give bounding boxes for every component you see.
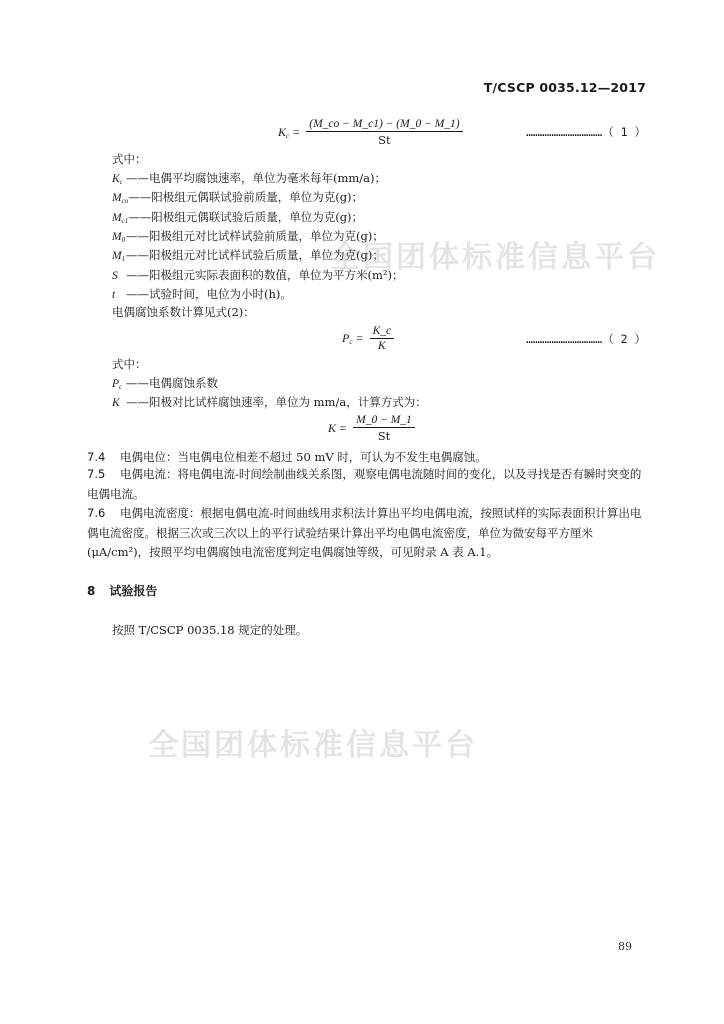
definition-item <box>112 209 363 229</box>
where-label: 式中： <box>112 152 147 166</box>
document-id: T/CSCP 0035.12—2017 <box>483 80 646 95</box>
clause-text: 电偶电流密度：根据电偶电流-时间曲线用求积法计算出平均电偶电流，按照试样的实际表面积计算出电偶电流密度。根据三次或三次以上的平行试验结果计算出平均电偶电流密度，单位为微安每平方厘米(μA/cm²)，按照平均电偶腐蚀电流密度判定电偶腐蚀等级，可见附录 A 表 A.1。 <box>87 506 642 559</box>
formula-3 <box>328 414 415 443</box>
symbol: $M_0$ <box>112 230 126 244</box>
watermark: 全国团体标准信息平台 <box>148 728 478 763</box>
symbol: $M_1$ <box>112 250 126 264</box>
definition-text: ——阳极组元对比试样试验前质量，单位为克(g)； <box>126 228 384 243</box>
clause-7-5 <box>87 465 647 504</box>
definition-text: ——电偶平均腐蚀速率，单位为毫米每年(mm/a)； <box>126 171 387 185</box>
definition-item <box>112 394 427 411</box>
formula-2-intro: 电偶腐蚀系数计算见式(2)： <box>112 305 255 319</box>
definition-text: ——阳极组元偶联试验后质量，单位为克(g)； <box>128 209 364 224</box>
clause-7-6 <box>87 504 647 563</box>
definition-text: ——阳极组元对比试样试验后质量，单位为克(g)； <box>126 248 384 263</box>
clause-number: 7.5 <box>87 467 106 481</box>
definition-text: ——试验时间，电位为小时(h)。 <box>126 286 292 301</box>
formula-3-denominator: St <box>353 427 415 443</box>
definition-item <box>112 286 292 303</box>
definition-item <box>112 189 363 209</box>
page-number: 89 <box>618 940 632 953</box>
section-8-body: 按照 T/CSCP 0035.18 规定的处理。 <box>112 623 308 637</box>
clause-text: 电偶电流：将电偶电流-时间绘制曲线关系图，观察电偶电流随时间的变化，以及寻找是否有瞬时突变的电偶电流。 <box>87 467 642 501</box>
clause-text: 电偶电位：当电偶电位相差不超过 50 mV 时，可认为不发生电偶腐蚀。 <box>120 450 487 464</box>
symbol: S <box>112 269 118 282</box>
equation-number-1: ……………………………（ 1 ） <box>526 125 646 139</box>
definition-item <box>112 170 386 190</box>
symbol: K <box>112 397 120 410</box>
definition-text: ——阳极对比试样腐蚀速率，单位为 mm/a，计算方式为： <box>126 395 427 410</box>
clause-number: 7.4 <box>87 450 106 464</box>
section-title: 试验报告 <box>109 584 158 598</box>
section-8-heading <box>87 582 157 599</box>
clause-number: 7.6 <box>87 506 106 520</box>
equation-number-2: ……………………………（ 2 ） <box>526 332 646 346</box>
symbol: $M_{c1}$ <box>112 211 129 225</box>
definition-text: ——阳极组元实际表面积的数值，单位为平方米(m²)； <box>126 267 404 282</box>
formula-1-lhs: $K_c$ = <box>278 125 301 140</box>
formula-3-lhs: K = <box>328 421 348 435</box>
symbol: t <box>112 288 116 301</box>
definition-text: ——电偶腐蚀系数 <box>126 376 218 390</box>
formula-1-denominator: St <box>306 131 462 147</box>
definition-item <box>112 228 384 248</box>
definition-item <box>112 247 384 267</box>
formula-2 <box>342 325 394 352</box>
section-number: 8 <box>87 584 96 598</box>
formula-1-numerator: (M_co − M_c1) − (M_0 − M_1) <box>309 118 460 130</box>
formula-2-lhs: $P_c$ = <box>342 331 364 346</box>
definition-item <box>112 375 218 395</box>
watermark: 全国团体标准信息平台 <box>330 240 660 275</box>
symbol: $K_c$ <box>112 173 123 186</box>
definition-text: ——阳极组元偶联试验前质量，单位为克(g)； <box>128 190 364 205</box>
formula-2-numerator: K_c <box>372 325 392 337</box>
formula-1 <box>278 118 463 147</box>
formula-3-numerator: M_0 − M_1 <box>356 414 412 426</box>
where-label-2: 式中： <box>112 357 147 371</box>
formula-2-denominator: K <box>370 338 395 352</box>
symbol: $P_c$ <box>112 378 123 391</box>
definition-item <box>112 267 404 284</box>
symbol: $M_{co}$ <box>112 192 129 206</box>
